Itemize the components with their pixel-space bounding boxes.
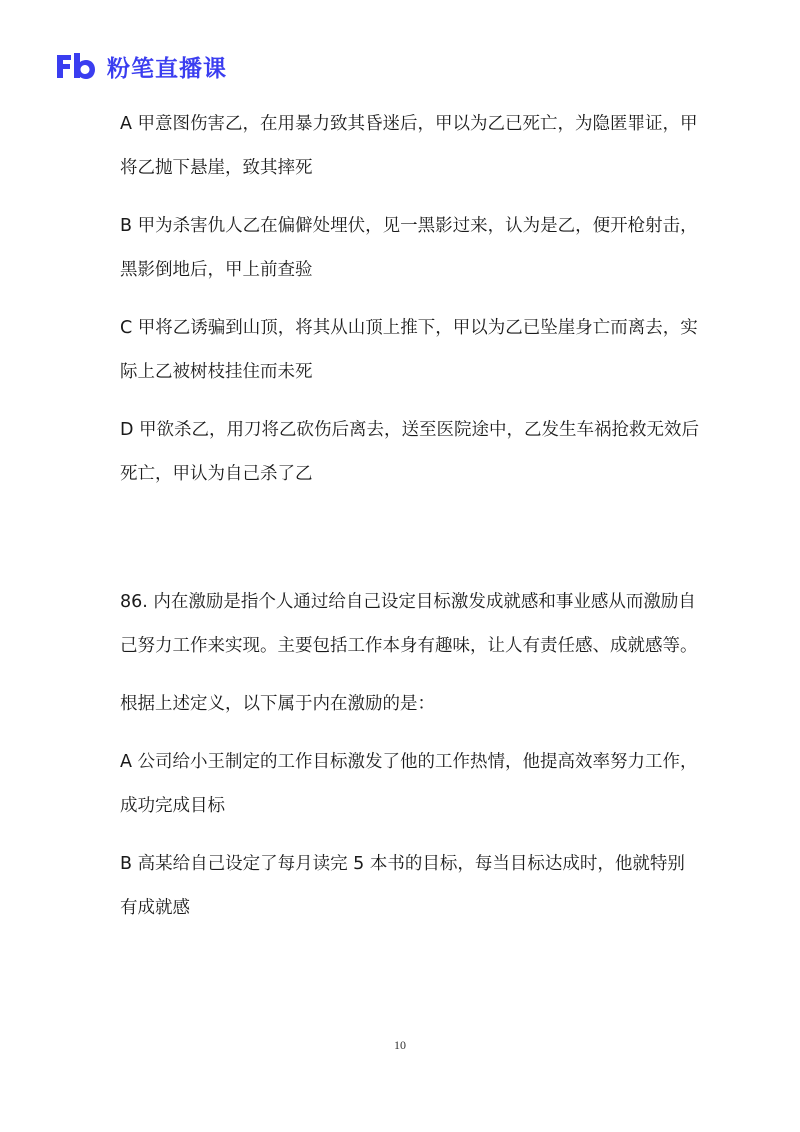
- fb-logo-icon: [55, 51, 97, 81]
- page-number: 10: [394, 1038, 406, 1052]
- option-b-prev: B 甲为杀害仇人乙在偏僻处埋伏，见一黑影过来，认为是乙，便开枪射击，黑影倒地后，甲上前查验: [120, 216, 698, 280]
- brand-logo: [55, 48, 227, 84]
- question-86-option-a: A 公司给小王制定的工作目标激发了他的工作热情，他提高效率努力工作，成功完成目标: [120, 752, 698, 816]
- document-body: [120, 102, 700, 930]
- brand-name: 粉笔直播课: [107, 55, 227, 82]
- question-86-stem: 86. 内在激励是指个人通过给自己设定目标激发成就感和事业感从而激励自己努力工作来实现。主要包括工作本身有趣味，让人有责任感、成就感等。: [120, 592, 698, 656]
- option-c-prev: C 甲将乙诱骗到山顶，将其从山顶上推下，甲以为乙已坠崖身亡而离去，实际上乙被树枝挂住而未死: [120, 318, 698, 382]
- question-86-option-b: B 高某给自己设定了每月读完 5 本书的目标，每当目标达成时，他就特别有成就感: [120, 854, 685, 918]
- question-86-prompt: 根据上述定义，以下属于内在激励的是：: [120, 694, 435, 714]
- option-a-prev: A 甲意图伤害乙，在用暴力致其昏迷后，甲以为乙已死亡，为隐匿罪证，甲将乙抛下悬崖，致其摔死: [120, 114, 698, 178]
- option-d-prev: D 甲欲杀乙，用刀将乙砍伤后离去，送至医院途中，乙发生车祸抢救无效后死亡，甲认为自己杀了乙: [120, 420, 700, 484]
